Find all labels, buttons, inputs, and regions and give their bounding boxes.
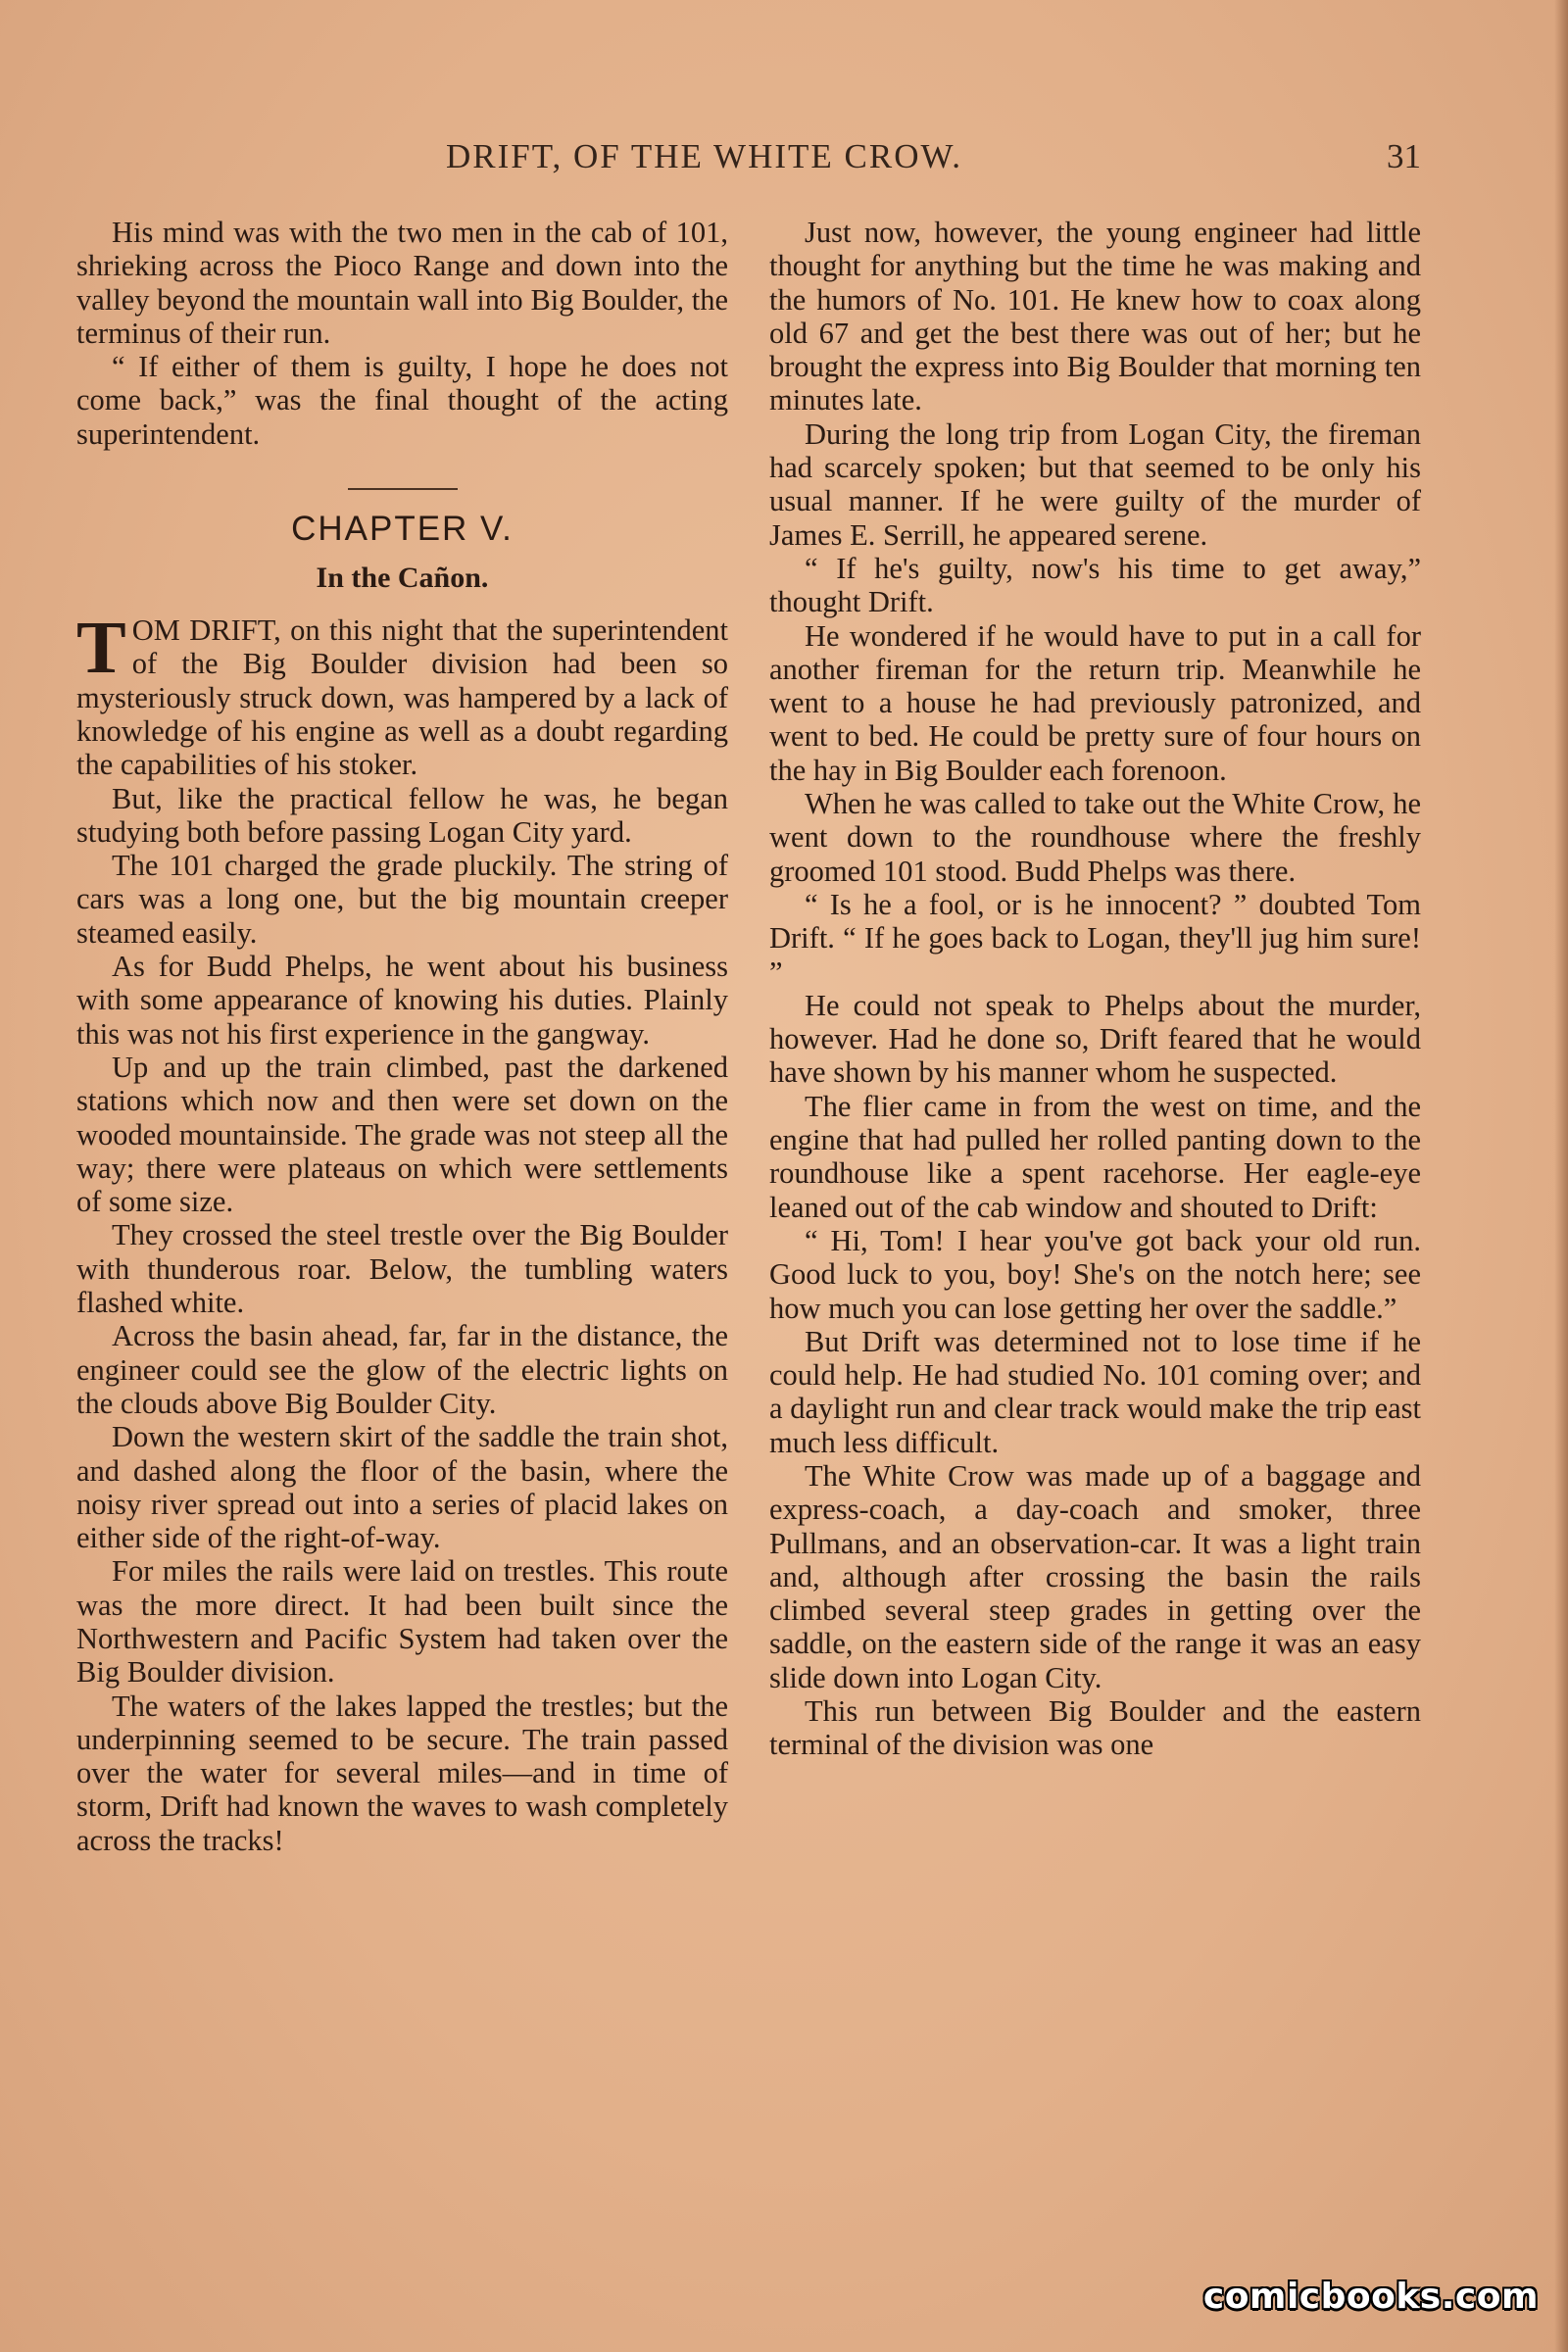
page-header (0, 137, 1568, 186)
paragraph: This run between Big Boulder and the eastern terminal of the division was one (769, 1694, 1421, 1762)
drop-cap: T (76, 607, 126, 690)
paragraph: But, like the practical fellow he was, he began studying both before passing Logan City yard. (76, 781, 728, 849)
page-number: 31 (1387, 137, 1421, 175)
chapter-subtitle: In the Cañon. (316, 562, 489, 595)
paragraph: The waters of the lakes lapped the trestles; but the underpinning seemed to be secure. The train passed over the water for several miles—and in time of storm, Drift had known the waves to wash completely across the tracks! (76, 1689, 728, 1857)
left-column (76, 216, 728, 1857)
paragraph: The flier came in from the west on time, and the engine that had pulled her rolled panting down to the roundhouse like a spent racehorse. Her eagle-eye leaned out of the cab window and shouted to Drift: (769, 1089, 1421, 1224)
paragraph: During the long trip from Logan City, the fireman had scarcely spoken; but that seemed to be only his usual manner. If he were guilty of the murder of James E. Serrill, he appeared serene. (769, 416, 1421, 552)
paragraph: When he was called to take out the White Crow, he went down to the roundhouse where the freshly groomed 101 stood. Budd Phelps was there. (769, 787, 1421, 888)
paragraph: “ If either of them is guilty, I hope he does not come back,” was the final thought of the acting superintendent. (76, 350, 728, 451)
paragraph-opening (76, 607, 728, 782)
paragraph: They crossed the steel trestle over the Big Boulder with thunderous roar. Below, the tumbling waters flashed white. (76, 1218, 728, 1320)
paragraph: “ Hi, Tom! I hear you've got back your old run. Good luck to you, boy! She's on the notch here; see how much you can lose getting her over the saddle.” (769, 1223, 1421, 1325)
paragraph: He wondered if he would have to put in a call for another fireman for the return trip. Meanwhile he went to a house he had previously patronized, and went to bed. He could be pretty sure of four hours on the hay in Big Boulder each forenoon. (769, 618, 1421, 787)
paragraph: His mind was with the two men in the cab of 101, shrieking across the Pioco Range and down into the valley beyond the mountain wall into Big Boulder, the terminus of their run. (76, 216, 728, 350)
paragraph: Down the western skirt of the saddle the train shot, and dashed along the floor of the basin, where the noisy river spread out into a series of placid lakes on either side of the right-of-way. (76, 1420, 728, 1555)
paragraph-text: OM DRIFT, on this night that the superintendent of the Big Boulder division had been so mysteriously struck down, was hampered by a lack of knowledge of his engine as well as a doubt regarding the capabilities of his stoker. (76, 613, 728, 782)
right-column (769, 216, 1421, 1762)
paragraph: For miles the rails were laid on trestles. This route was the more direct. It had been built since the Northwestern and Pacific System had taken over the Big Boulder division. (76, 1554, 728, 1690)
running-head: DRIFT, OF THE WHITE CROW. (446, 137, 963, 175)
paragraph: As for Budd Phelps, he went about his business with some appearance of knowing his duties. Plainly this was not his first experience in the gangway. (76, 950, 728, 1051)
paragraph: He could not speak to Phelps about the murder, however. Had he done so, Drift feared that he would have shown by his manner whom he suspected. (769, 988, 1421, 1090)
watermark: comicbooks.com (1202, 2277, 1539, 2317)
paragraph: But Drift was determined not to lose time if he could help. He had studied No. 101 coming over; and a daylight run and clear track would make the trip east much less difficult. (769, 1324, 1421, 1459)
paragraph: Up and up the train climbed, past the darkened stations which now and then were set down on the wooded mountainside. The grade was not steep all the way; there were plateaus on which were settlements of some size. (76, 1050, 728, 1219)
paragraph: Across the basin ahead, far, far in the distance, the engineer could see the glow of the electric lights on the clouds above Big Boulder City. (76, 1319, 728, 1420)
paragraph: “ If he's guilty, now's his time to get away,” thought Drift. (769, 551, 1421, 619)
chapter-title: CHAPTER V. (291, 510, 514, 549)
paragraph: The 101 charged the grade pluckily. The string of cars was a long one, but the big mountain creeper steamed easily. (76, 849, 728, 950)
paragraph: “ Is he a fool, or is he innocent? ” doubted Tom Drift. “ If he goes back to Logan, they'll jug him sure! ” (769, 887, 1421, 989)
section-divider (348, 488, 458, 490)
page-edge-shadow (1554, 0, 1568, 2352)
paragraph: The White Crow was made up of a baggage and express-coach, a day-coach and smoker, three Pullmans, and an observation-car. It was a light train and, although after crossing the basin the rails climbed several steep grades in getting over the saddle, on the eastern side of the range it was an easy slide down into Logan City. (769, 1458, 1421, 1694)
paragraph: Just now, however, the young engineer had little thought for anything but the time he was making and the humors of No. 101. He knew how to coax along old 67 and get the best there was out of her; but he brought the express into Big Boulder that morning ten minutes late. (769, 216, 1421, 417)
